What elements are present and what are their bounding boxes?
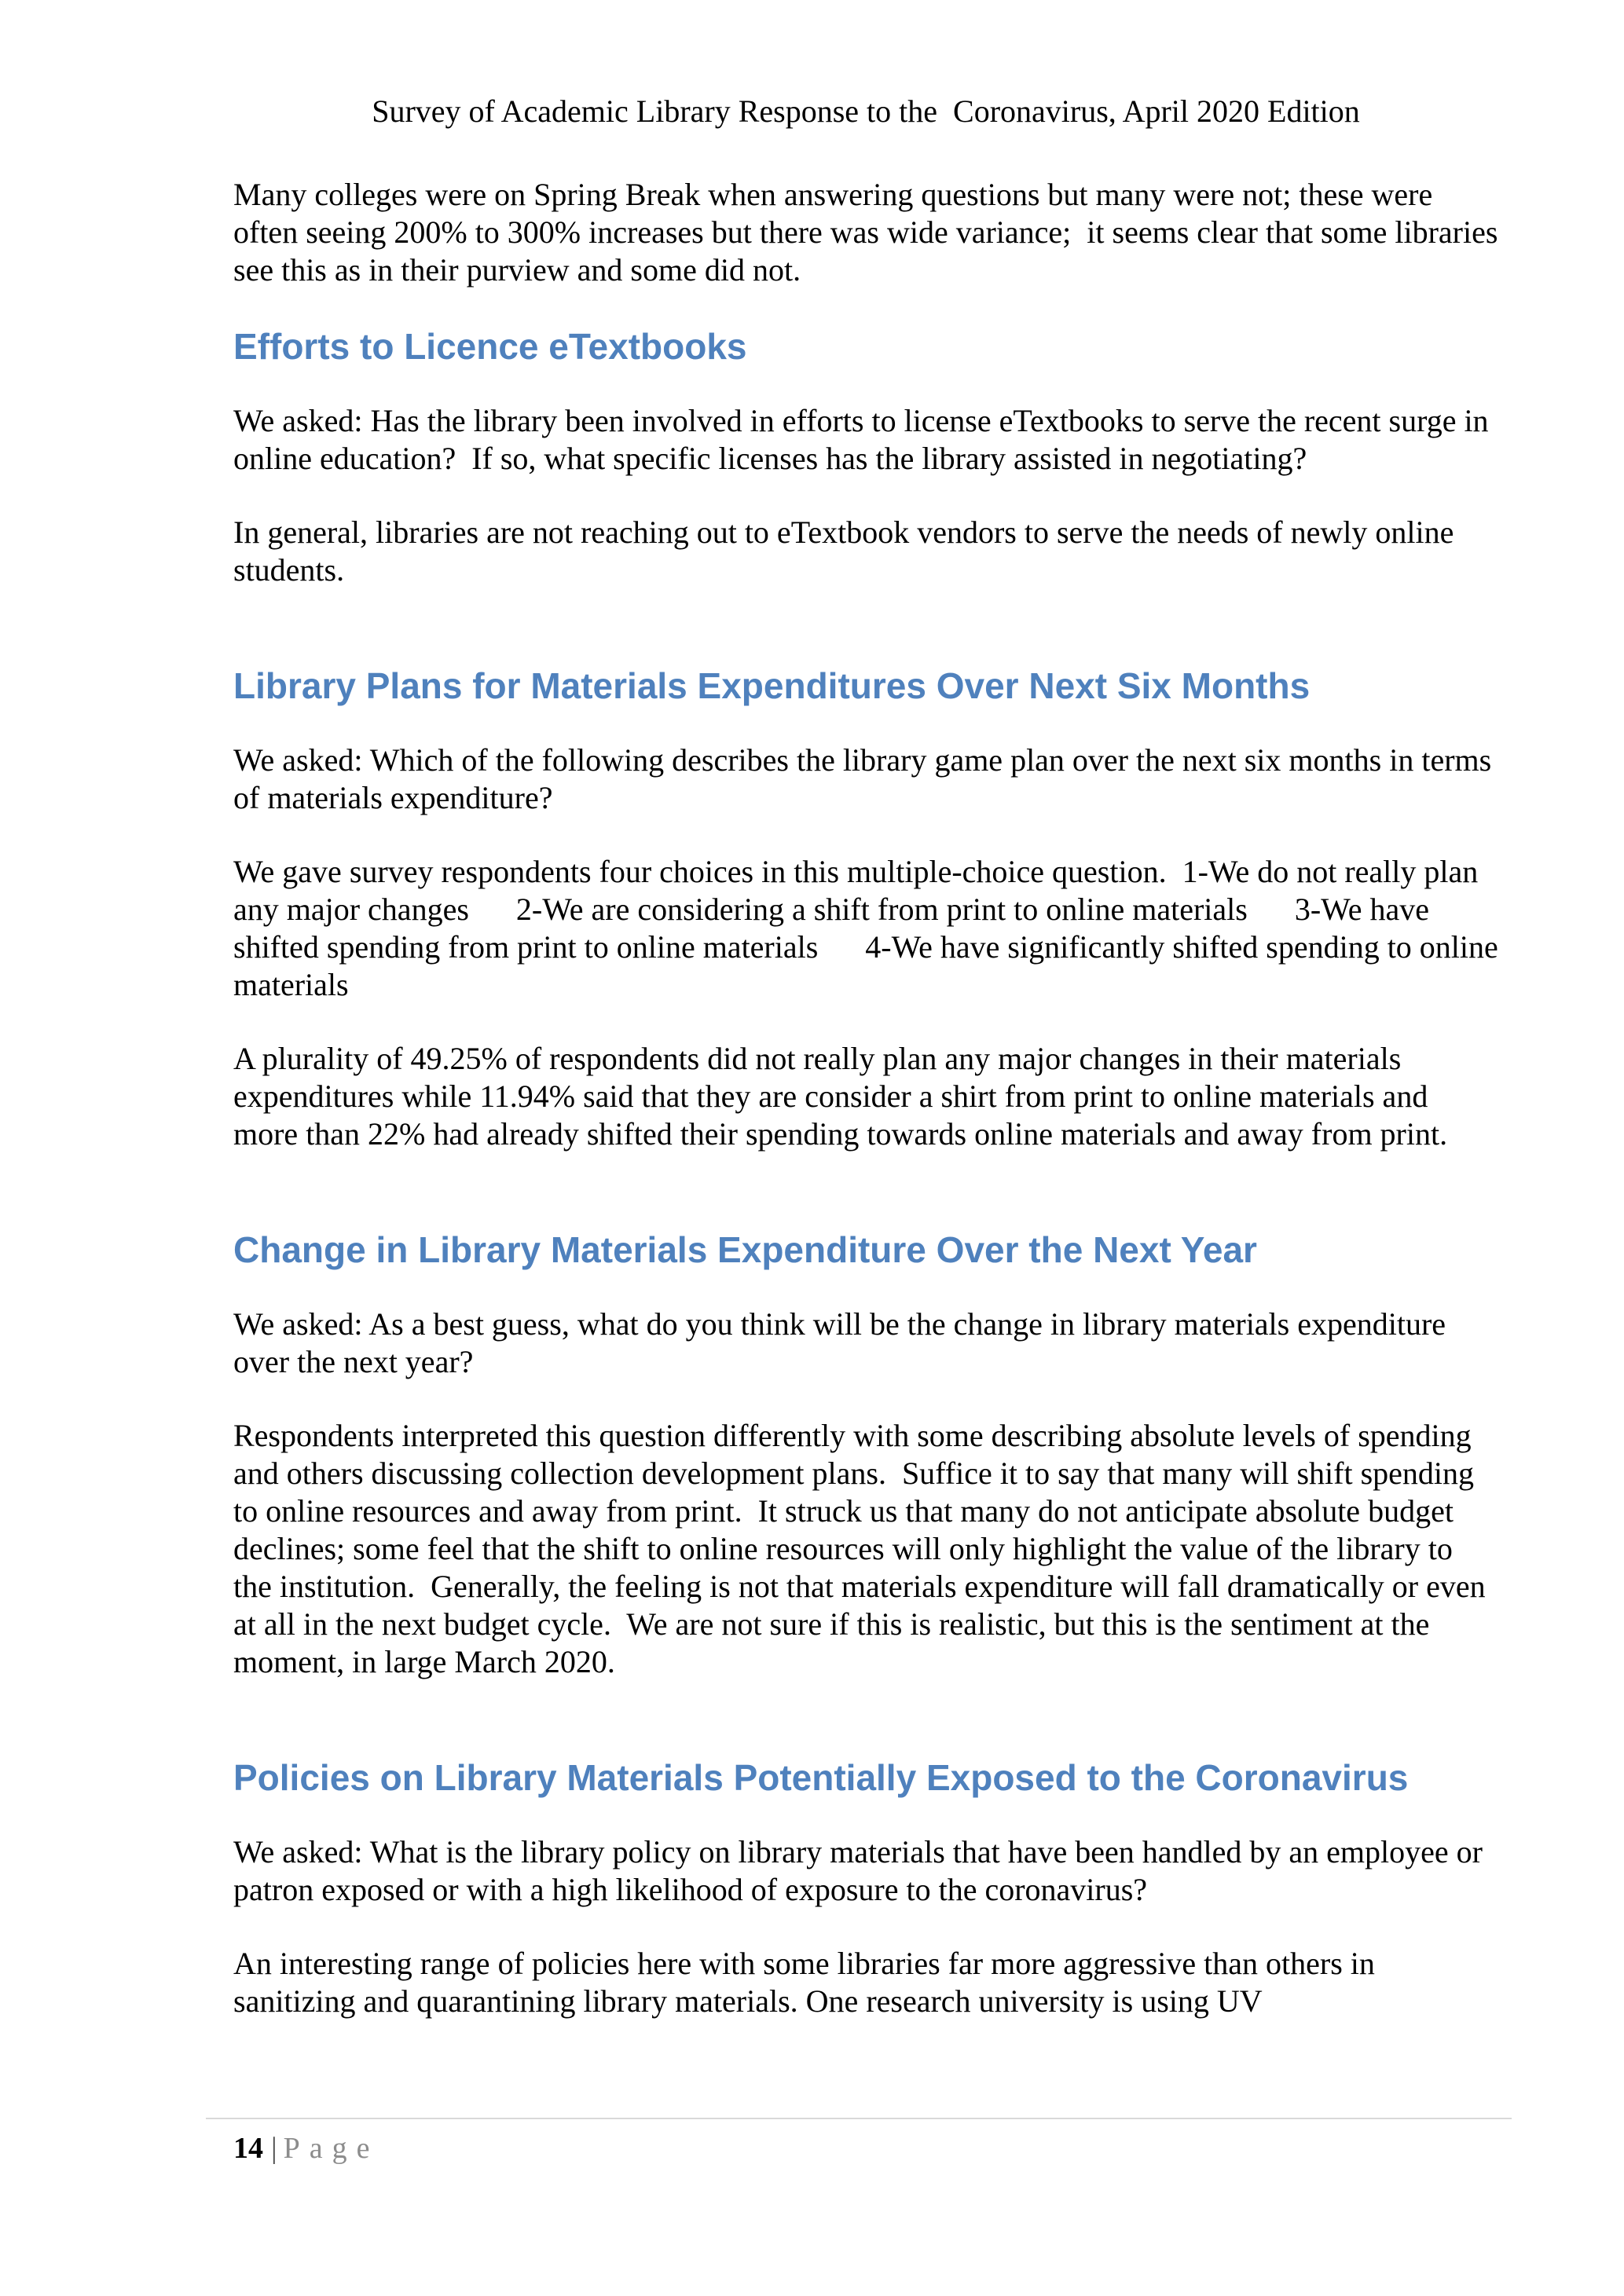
document-title: Survey of Academic Library Response to the Coronavirus, April 2020 Edition [372, 93, 1360, 129]
page-number: 14 [233, 2132, 263, 2165]
body-paragraph: We asked: What is the library policy on library materials that have been handled by an employee or patron exposed or with a high likelihood of exposure to the coronavirus? [233, 1834, 1490, 1907]
body-paragraph: A plurality of 49.25% of respondents did not really plan any major changes in their materials expenditures while 11.94% said that they are consider a shirt from print to online materials and more than 22% had already shifted their spending towards online materials and away from print. [233, 1041, 1448, 1152]
footer-page-label: Page [283, 2132, 379, 2165]
section-heading-materials-expenditures: Library Plans for Materials Expenditures Over Next Six Months [233, 665, 1311, 706]
section-heading-expenditure-change: Change in Library Materials Expenditure Over the Next Year [233, 1229, 1257, 1270]
body-paragraph: An interesting range of policies here with some libraries far more aggressive than others in sanitizing and quarantining library materials. One research university is using UV [233, 1946, 1383, 2019]
body-paragraph: We gave survey respondents four choices in this multiple-choice question. 1-We do not really plan any major changes 2-We are considering a shift from print to online materials 3-We have shifted spending from print to online materials 4-We have significantly shifted spending to online materials [233, 854, 1506, 1002]
footer-divider [206, 2118, 1512, 2119]
footer-separator: | [271, 2132, 277, 2165]
section-heading-etextbooks: Efforts to Licence eTextbooks [233, 326, 747, 367]
body-paragraph: We asked: Which of the following describes the library game plan over the next six months in terms of materials expenditure? [233, 742, 1500, 815]
body-paragraph: We asked: Has the library been involved in efforts to license eTextbooks to serve the recent surge in online education? If so, what specific licenses has the library assisted in negotiating? [233, 403, 1497, 476]
section-heading-exposure-policies: Policies on Library Materials Potentially Exposed to the Coronavirus [233, 1757, 1409, 1798]
body-paragraph: We asked: As a best guess, what do you think will be the change in library materials expenditure over the next year? [233, 1306, 1454, 1379]
body-paragraph: Respondents interpreted this question differently with some describing absolute levels of spending and others discussing collection development plans. Suffice it to say that many will shift spending to online resources and away from print. It struck us that many do not anticipate absolute budget declines; some feel that the shift to online resources will only highlight the value of the library to the institution. Generally, the feeling is not that materials expenditure will fall dramatically or even at all in the next budget cycle. We are not sure if this is realistic, but this is the sentiment at the moment, in large March 2020. [233, 1418, 1494, 1679]
body-paragraph: Many colleges were on Spring Break when answering questions but many were not; these were often seeing 200% to 300% increases but there was wide variance; it seems clear that some libraries see this as in their purview and some did not. [233, 177, 1506, 287]
body-paragraph: In general, libraries are not reaching out to eTextbook vendors to serve the needs of newly online students. [233, 514, 1462, 588]
footer-text [233, 2130, 379, 2166]
